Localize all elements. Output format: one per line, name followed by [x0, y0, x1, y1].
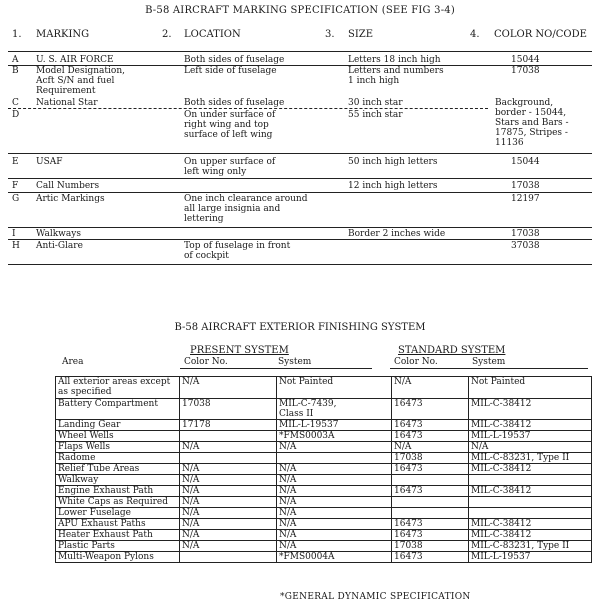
table-row	[56, 486, 592, 497]
col-num-1: 1.	[12, 29, 22, 40]
standard-color-cell: 16473	[392, 530, 469, 541]
present-color-cell: N/A	[180, 377, 277, 399]
present-system-cell: N/A	[277, 464, 392, 475]
standard-system-cell: Not Painted	[469, 377, 592, 399]
standard-color-cell: 17038	[392, 453, 469, 464]
present-system-cell: MIL-C-7439, Class II	[277, 399, 392, 420]
present-system-cell	[277, 453, 392, 464]
col-num-2: 2.	[162, 29, 172, 40]
standard-color-cell: 16473	[392, 399, 469, 420]
standard-system-cell: MIL-C-38412	[469, 464, 592, 475]
standard-system-cell: MIL-C-38412	[469, 420, 592, 431]
standard-system-cell: MIL-C-38412	[469, 486, 592, 497]
table-row	[56, 420, 592, 431]
table-row	[56, 431, 592, 442]
present-system-cell: N/A	[277, 442, 392, 453]
marking-row-location: Left side of fuselage	[184, 66, 277, 76]
standard-header-rule	[390, 368, 588, 369]
marking-row-marking: USAF	[36, 157, 63, 167]
present-system-cell: N/A	[277, 497, 392, 508]
present-system-cell: *FMS0003A	[277, 431, 392, 442]
marking-row-id: I	[12, 229, 16, 239]
area-cell: Multi-Weapon Pylons	[56, 552, 180, 563]
table-row	[56, 519, 592, 530]
table-row	[56, 552, 592, 563]
marking-bottom-rule	[8, 264, 592, 265]
standard-color-cell: 16473	[392, 552, 469, 563]
present-system-cell: N/A	[277, 486, 392, 497]
area-cell: White Caps as Required	[56, 497, 180, 508]
marking-row-size: 30 inch star	[348, 98, 403, 108]
present-color-cell: N/A	[180, 486, 277, 497]
col-header-location: LOCATION	[184, 29, 241, 40]
present-color-cell: N/A	[180, 519, 277, 530]
table-row	[56, 475, 592, 486]
present-system-cell: N/A	[277, 530, 392, 541]
standard-color-cell	[392, 497, 469, 508]
marking-row-id: G	[12, 194, 20, 204]
present-system-cell: N/A	[277, 519, 392, 530]
row-dashed-rule	[8, 108, 488, 109]
table-row	[56, 442, 592, 453]
present-color-cell: N/A	[180, 475, 277, 486]
present-system-header: PRESENT SYSTEM	[190, 345, 289, 356]
marking-row-size: Letters 18 inch high	[348, 55, 441, 65]
present-system-cell: *FMS0004A	[277, 552, 392, 563]
area-cell: APU Exhaust Paths	[56, 519, 180, 530]
area-cell: Relief Tube Areas	[56, 464, 180, 475]
present-system-cell: MIL-L-19537	[277, 420, 392, 431]
standard-color-cell: 16473	[392, 519, 469, 530]
present-color-cell: N/A	[180, 464, 277, 475]
present-header-rule	[180, 368, 372, 369]
marking-row-color: 17038	[511, 181, 540, 191]
col-header-size: SIZE	[348, 29, 374, 40]
table-row	[56, 464, 592, 475]
standard-color-cell: 16473	[392, 431, 469, 442]
marking-row-id: C	[12, 98, 19, 108]
area-cell: Flaps Wells	[56, 442, 180, 453]
marking-row-marking: Model Designation, Acft S/N and fuel Requirement	[36, 66, 125, 96]
standard-system-cell: MIL-C-83231, Type II	[469, 453, 592, 464]
present-system-cell: Not Painted	[277, 377, 392, 399]
marking-row-id: A	[12, 55, 19, 65]
marking-row-marking: U. S. AIR FORCE	[36, 55, 114, 65]
footnote: *GENERAL DYNAMIC SPECIFICATION	[280, 592, 471, 602]
col-header-color: COLOR NO/CODE	[494, 29, 587, 40]
standard-system-cell: MIL-C-83231, Type II	[469, 541, 592, 552]
present-system-cell: N/A	[277, 508, 392, 519]
marking-row-id: D	[12, 110, 20, 120]
area-cell: Battery Compartment	[56, 399, 180, 420]
present-color-cell: N/A	[180, 530, 277, 541]
standard-system-cell	[469, 508, 592, 519]
standard-system-cell	[469, 475, 592, 486]
standard-system-cell: MIL-L-19537	[469, 431, 592, 442]
marking-row-color: 15044	[511, 55, 540, 65]
standard-system-cell: MIL-C-38412	[469, 519, 592, 530]
present-system-col-header: System	[278, 357, 312, 367]
standard-system-cell: MIL-L-19537	[469, 552, 592, 563]
table-row	[56, 399, 592, 420]
present-color-cell: N/A	[180, 508, 277, 519]
table-row	[56, 530, 592, 541]
marking-spec-title: B-58 AIRCRAFT MARKING SPECIFICATION (SEE FIG 3-4)	[145, 5, 455, 16]
present-color-no-header: Color No.	[184, 357, 228, 367]
area-cell: Walkway	[56, 475, 180, 486]
marking-row-color: 17038	[511, 229, 540, 239]
row-rule	[8, 153, 592, 154]
marking-row-color: 17038	[511, 66, 540, 76]
marking-row-size: 50 inch high letters	[348, 157, 438, 167]
marking-row-color: Background, border - 15044, Stars and Bars - 17875, Stripes - 11136	[495, 98, 569, 148]
standard-color-cell	[392, 508, 469, 519]
standard-system-header: STANDARD SYSTEM	[398, 345, 506, 356]
marking-row-id: F	[12, 181, 19, 191]
finishing-system-table	[55, 376, 592, 563]
table-row	[56, 377, 592, 399]
marking-row-id: H	[12, 241, 20, 251]
table-row	[56, 541, 592, 552]
marking-row-id: E	[12, 157, 19, 167]
marking-row-color: 37038	[511, 241, 540, 251]
area-cell: Wheel Wells	[56, 431, 180, 442]
marking-row-marking: National Star	[36, 98, 98, 108]
area-cell: Radome	[56, 453, 180, 464]
area-cell: Engine Exhaust Path	[56, 486, 180, 497]
marking-row-location: On upper surface of left wing only	[184, 157, 276, 177]
col-num-3: 3.	[325, 29, 335, 40]
standard-color-no-header: Color No.	[394, 357, 438, 367]
col-header-marking: MARKING	[36, 29, 90, 40]
row-rule	[8, 178, 592, 179]
marking-row-id: B	[12, 66, 19, 76]
col-num-4: 4.	[470, 29, 480, 40]
standard-system-cell: N/A	[469, 442, 592, 453]
row-rule	[8, 239, 592, 240]
standard-system-cell: MIL-C-38412	[469, 399, 592, 420]
marking-row-marking: Walkways	[36, 229, 81, 239]
area-cell: Heater Exhaust Path	[56, 530, 180, 541]
area-cell: Plastic Parts	[56, 541, 180, 552]
marking-row-location: Both sides of fuselage	[184, 55, 285, 65]
marking-row-color: 12197	[511, 194, 540, 204]
table-row	[56, 508, 592, 519]
marking-row-location: Both sides of fuselage	[184, 98, 285, 108]
standard-color-cell: 16473	[392, 486, 469, 497]
standard-system-cell	[469, 497, 592, 508]
marking-row-location: On under surface of right wing and top surface of left wing	[184, 110, 276, 140]
marking-row-size: Letters and numbers 1 inch high	[348, 66, 444, 86]
area-cell: All exterior areas except as specified	[56, 377, 180, 399]
marking-row-location: One inch clearance around all large insignia and lettering	[184, 194, 308, 224]
row-rule	[8, 227, 592, 228]
present-system-cell: N/A	[277, 541, 392, 552]
present-system-cell: N/A	[277, 475, 392, 486]
present-color-cell	[180, 453, 277, 464]
present-color-cell: 17178	[180, 420, 277, 431]
area-column-header: Area	[62, 357, 84, 367]
marking-row-marking: Artic Markings	[36, 194, 105, 204]
standard-color-cell: 16473	[392, 420, 469, 431]
present-color-cell: N/A	[180, 442, 277, 453]
marking-header-rule	[8, 51, 592, 52]
marking-row-size: 55 inch star	[348, 110, 403, 120]
table-row	[56, 497, 592, 508]
standard-color-cell: 17038	[392, 541, 469, 552]
standard-system-cell: MIL-C-38412	[469, 530, 592, 541]
marking-row-color: 15044	[511, 157, 540, 167]
area-cell: Lower Fuselage	[56, 508, 180, 519]
standard-color-cell: N/A	[392, 377, 469, 399]
standard-color-cell: N/A	[392, 442, 469, 453]
marking-row-marking: Anti-Glare	[36, 241, 83, 251]
marking-row-size: 12 inch high letters	[348, 181, 438, 191]
area-cell: Landing Gear	[56, 420, 180, 431]
present-color-cell	[180, 431, 277, 442]
present-color-cell: 17038	[180, 399, 277, 420]
marking-row-marking: Call Numbers	[36, 181, 100, 191]
marking-row-size: Border 2 inches wide	[348, 229, 446, 239]
standard-color-cell: 16473	[392, 464, 469, 475]
row-rule	[8, 192, 592, 193]
present-color-cell: N/A	[180, 497, 277, 508]
marking-row-location: Top of fuselage in front of cockpit	[184, 241, 291, 261]
present-color-cell	[180, 552, 277, 563]
present-color-cell: N/A	[180, 541, 277, 552]
finishing-system-title: B-58 AIRCRAFT EXTERIOR FINISHING SYSTEM	[174, 322, 426, 333]
table-row	[56, 453, 592, 464]
standard-system-col-header: System	[472, 357, 506, 367]
standard-color-cell	[392, 475, 469, 486]
